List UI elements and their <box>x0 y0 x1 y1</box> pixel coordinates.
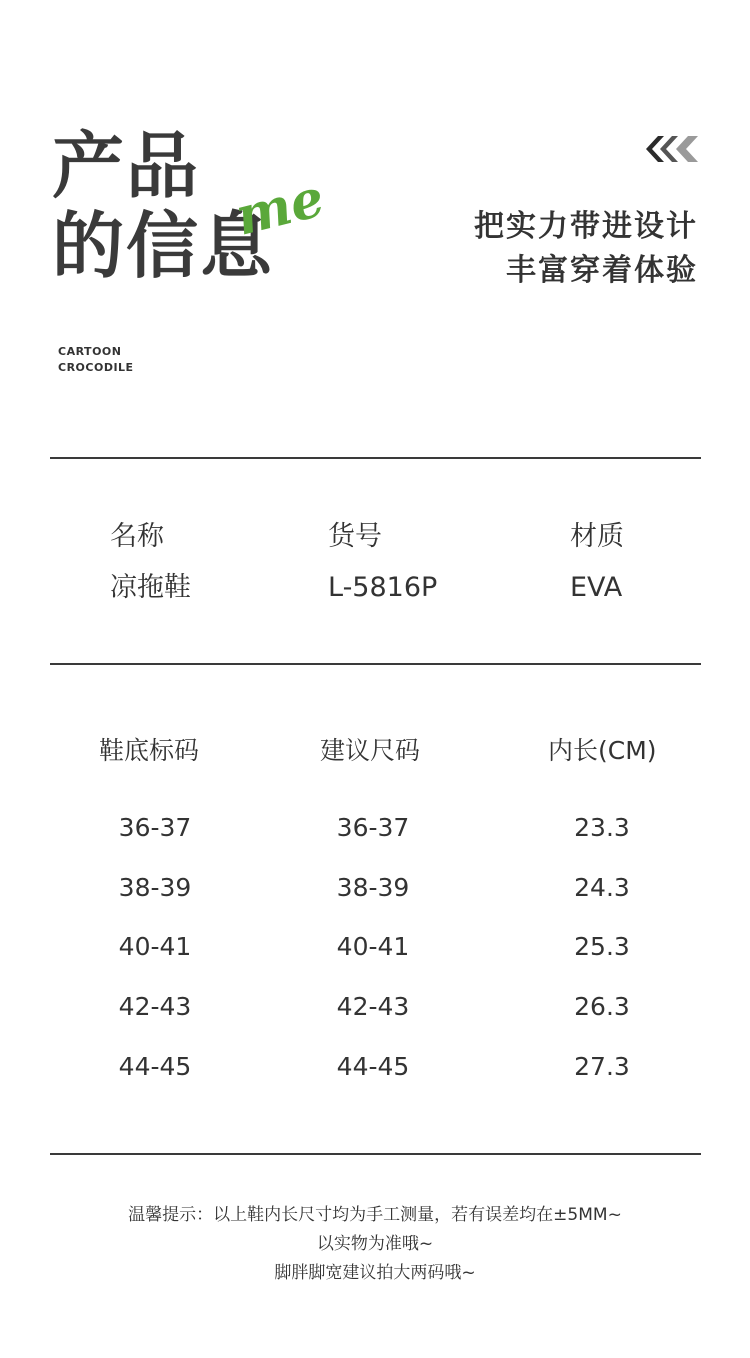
table-row <box>0 875 750 905</box>
page-title-line1: 产品 <box>52 124 201 208</box>
table-row <box>0 994 750 1024</box>
table-cell: 44-45 <box>118 1052 192 1081</box>
table-cell: 40-41 <box>118 932 192 961</box>
table-row <box>0 1054 750 1084</box>
info-label-material: 材质 <box>570 521 624 552</box>
table-cell: 38-39 <box>336 873 410 902</box>
table-cell: 44-45 <box>336 1052 410 1081</box>
brand-line1: CARTOON <box>58 345 122 358</box>
page-title-line2: 的信息 <box>52 204 275 288</box>
divider-bottom <box>50 1153 701 1155</box>
divider-top <box>50 457 701 459</box>
table-cell: 24.3 <box>574 873 630 902</box>
info-value-material: EVA <box>570 572 623 603</box>
brand-line2: CROCODILE <box>58 361 134 374</box>
table-cell: 42-43 <box>118 992 192 1021</box>
slogan-line2: 丰富穿着体验 <box>506 253 698 288</box>
table-header-sole-size: 鞋底标码 <box>99 736 200 765</box>
slogan-line1: 把实力带进设计 <box>474 209 698 244</box>
script-me-decoration: me <box>229 167 331 248</box>
note-line3: 脚胖脚宽建议拍大两码哦~ <box>274 1263 476 1283</box>
info-value-item-number: L-5816P <box>328 572 438 603</box>
table-cell: 36-37 <box>336 813 410 842</box>
note-line1: 温馨提示：以上鞋内长尺寸均为手工测量，若有误差均在±5MM~ <box>128 1205 622 1225</box>
table-cell: 38-39 <box>118 873 192 902</box>
table-header-inner-length: 内长(CM) <box>548 736 657 765</box>
table-cell: 23.3 <box>574 813 630 842</box>
info-label-name: 名称 <box>110 521 164 552</box>
table-cell: 40-41 <box>336 932 410 961</box>
divider-middle <box>50 663 701 665</box>
table-cell: 26.3 <box>574 992 630 1021</box>
table-row <box>0 815 750 845</box>
table-header-suggested-size: 建议尺码 <box>320 736 421 765</box>
info-label-item-number: 货号 <box>328 521 382 552</box>
table-cell: 27.3 <box>574 1052 630 1081</box>
table-cell: 36-37 <box>118 813 192 842</box>
table-cell: 42-43 <box>336 992 410 1021</box>
info-value-name: 凉拖鞋 <box>110 572 191 603</box>
table-cell: 25.3 <box>574 932 630 961</box>
triple-left-chevron-icon <box>642 132 702 166</box>
table-row <box>0 934 750 964</box>
note-line2: 以实物为准哦~ <box>316 1234 434 1254</box>
